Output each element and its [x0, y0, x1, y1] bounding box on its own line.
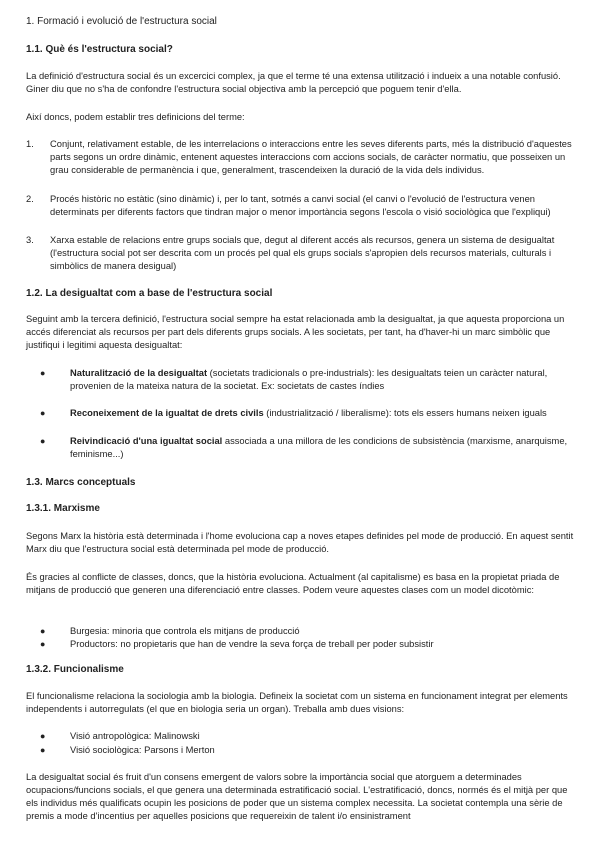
list-number: 3.: [26, 235, 34, 245]
bullet-icon: ●: [40, 368, 46, 378]
list-number: 1.: [26, 139, 34, 149]
heading-1-2: 1.2. La desigualtat com a base de l'estructura social: [26, 288, 273, 299]
list-item-bold: Naturalització de la desigualtat: [70, 368, 208, 378]
list-item: Visió sociològica: Parsons i Merton: [70, 745, 215, 755]
bullet-icon: ●: [40, 639, 46, 649]
bullet-icon: ●: [40, 745, 46, 755]
list-item: [70, 367, 576, 393]
list-item: [70, 407, 576, 420]
list-item-rest: (societats tradicionals o pre-industrials): les desigualtats teien un caràcter natural, provenien de la mateixa natura de la societat. Ex: societats de castes índies: [70, 368, 548, 391]
list-item: Productors: no propietaris que han de vendre la seva força de treball per poder subsistir: [70, 639, 434, 649]
heading-1-1: 1.1. Què és l'estructura social?: [26, 44, 173, 55]
list-item-bold: Reconeixement de la igualtat de drets civils: [70, 408, 264, 418]
paragraph-marx-1: Segons Marx la història està determinada i l'home evoluciona cap a noves etapes definides pel mode de producció. En aquest sentit Marx diu que l'estructura social està determinada pel mode de producció.: [26, 531, 574, 554]
heading-1-3-1: 1.3.1. Marxisme: [26, 503, 100, 514]
list-item: Visió antropològica: Malinowski: [70, 731, 200, 741]
heading-1: 1. Formació i evolució de l'estructura social: [26, 16, 217, 27]
list-item: Burgesia: minoria que controla els mitjans de producció: [70, 626, 300, 636]
list-number: 2.: [26, 194, 34, 204]
paragraph-inequality: Seguint amb la tercera definició, l'estructura social sempre ha estat relacionada amb la desigualtat, ja que aquesta proporciona un accés diferenciat als recursos per part dels diferents grups socials. A les societats, per tant, ha d'haver-hi un marc simbòlic que justifiqui i legitimi aquesta desigualtat:: [26, 314, 565, 350]
list-item: Conjunt, relativament estable, de les interrelacions o interaccions entre les seves diferents parts, més la distribució d'aquestes parts segons un ordre dinàmic, entenent aquestes interaccions com accions socials, de caràcter normatiu, que posseixen un grau considerable de permanència i que, generalment, trascendeixen la duració de la vida dels individus.: [50, 139, 572, 175]
bullet-icon: ●: [40, 408, 46, 418]
bullet-icon: ●: [40, 436, 46, 446]
list-item: Xarxa estable de relacions entre grups socials que, degut al diferent accés als recursos, genera un sistema de desigualtat (l'estructura social pot ser descrita com un procés pel qual els grups socials s'apropien dels recursos materials, culturals i simbòlics de manera desigual): [50, 235, 555, 271]
heading-1-3: 1.3. Marcs conceptuals: [26, 477, 136, 488]
list-item: Procés històric no estàtic (sino dinàmic) i, per lo tant, sotmés a canvi social (el canvi o l'evolució de l'estructura venen determinats per diferents factors que tindran major o menor importància segons l'escola o visió sociològica que l'expliqui): [50, 194, 551, 217]
bullet-icon: ●: [40, 731, 46, 741]
paragraph-functionalism-2: La desigualtat social és fruit d'un consens emergent de valors sobre la importància social que atorguem a determinades ocupacions/funcions socials, el que genera una determinada estratificació social. L'estratificació, doncs, normés és el mitjà per que els individus més qualificats ocupin les posicions de poder que un sistema complex necessita. La societat contempla una sèrie de premis a mode d'incentius per aquelles posicions que requereixin de talent i/o ensinistrament: [26, 772, 568, 821]
bullet-icon: ●: [40, 626, 46, 636]
list-item-rest: associada a una millora de les condicions de subsistència (marxisme, anarquisme, feminisme...): [70, 436, 568, 459]
paragraph-three-definitions: Així doncs, podem establir tres definicions del terme:: [26, 112, 245, 122]
heading-1-3-2: 1.3.2. Funcionalisme: [26, 664, 124, 675]
list-item: [70, 435, 576, 461]
paragraph-marx-2: És gracies al conflicte de classes, doncs, que la història evoluciona. Actualment (al capitalisme) es basa en la propietat priada de mitjans de producció que generen una diferenciació entre classes. Podem veure aquestes clases com un model dicotòmic:: [26, 572, 560, 595]
list-item-bold: Reivindicació d'una igualtat social: [70, 436, 223, 446]
paragraph-definition-intro: La definició d'estructura social és un excercici complex, ja que el terme té una extensa utilització i indueix a una notable confusió. Giner diu que no s'ha de confondre l'estructura social objectiva amb la percepció que poguem tenir d'ella.: [26, 71, 561, 94]
paragraph-functionalism-1: El funcionalisme relaciona la sociologia amb la biologia. Defineix la societat com un sistema en funcionament integrat per elements independents i autorregulats (el que en biologia seria un organ). Treballa amb dues visions:: [26, 691, 568, 714]
list-item-rest: (industrialització / liberalisme): tots els essers humans neixen iguals: [263, 408, 547, 418]
